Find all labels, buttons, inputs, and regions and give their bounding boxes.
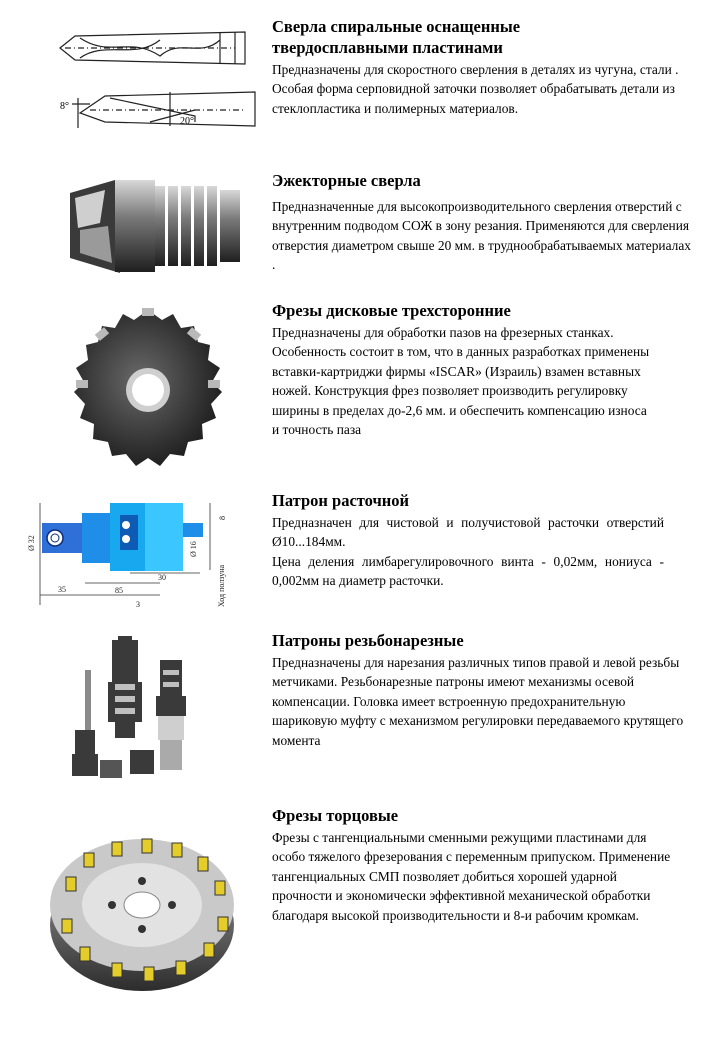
section-text — [272, 490, 664, 591]
section-text — [272, 805, 672, 925]
drawing-label-3: 3 — [136, 600, 140, 609]
section-face-mills — [0, 795, 720, 1020]
drawing-label-20deg: 20° — [180, 116, 194, 127]
section-ejector-drills — [0, 150, 720, 290]
drawing-label-d32: Ø 32 — [27, 535, 36, 551]
drawing-label-35: 35 — [58, 585, 66, 594]
drawing-label-30: 30 — [158, 573, 166, 582]
section-title — [272, 16, 692, 58]
description-line: Цена деления лимбарегулировочного винта - 0,02мм, нониуса - 0,002мм на диаметр расточки. — [272, 553, 664, 589]
section-description — [272, 513, 664, 591]
ejector-drill-image — [20, 168, 265, 283]
section-description: Предназначенные для высокопроизводительного сверления отверстий с внутренним подводом СОЖ в зону резания. Применяются для сверления отверстия диаметром свыше 20 мм. в труднообрабатываемых материалах . — [272, 199, 691, 273]
section-description: Фрезы с тангенциальными сменными режущими пластинами для особо тяжелого фрезерования с переменным припуском. Применение тангенциальных СМП позволяет добиться хорошей ударной прочности и экономически эффективной механической обработки благодаря высокой производительности и 8-и рабочим кромкам. — [272, 830, 671, 923]
title-line: Сверла спиральные оснащенные — [272, 17, 521, 36]
boring-chuck-drawing — [20, 495, 265, 610]
drawing-label-8deg: 8° — [60, 101, 69, 112]
drawing-label-85: 85 — [115, 586, 123, 595]
spiral-drill-drawing — [20, 18, 265, 143]
section-text — [272, 16, 692, 118]
disc-mill-image — [20, 300, 265, 470]
section-spiral-drills — [0, 0, 720, 150]
section-description: Предназначены для обработки пазов на фрезерных станках. Особенность состоит в том, что в данных разработках применены вставки-картриджи фирмы «ISCAR» (Израиль) взамен вставных ножей. Конструкция фрез позволяет производить регулировку ширины в пределах до-2,6 мм. и обеспечить компенсацию износа и точность паза — [272, 325, 650, 438]
section-tapping-chucks — [0, 620, 720, 795]
section-text — [272, 300, 652, 439]
section-title: Патрон расточной — [272, 491, 410, 510]
drawing-label-8: 8 — [218, 516, 227, 520]
section-disc-mills — [0, 290, 720, 480]
section-title: Фрезы дисковые трехсторонние — [272, 301, 511, 320]
drawing-label-stroke: Ход ползуна — [217, 564, 226, 607]
tapping-chucks-image — [20, 630, 265, 790]
section-description: Предназначены для скоростного сверления в деталях из чугуна, стали . Особая форма серповидной заточки позволяет обрабатывать детали из стеклопластика и полимерных материалов. — [272, 62, 679, 116]
section-description: Предназначены для нарезания различных типов правой и левой резьбы метчиками. Резьбонарезные патроны имеют механизмы осевой компенсации. Головка имеет встроенную предохранительную шариковую муфту с механизмом регулировки передаваемого крутящего момента — [272, 655, 684, 748]
section-title: Фрезы торцовые — [272, 806, 399, 825]
section-text — [272, 630, 692, 750]
section-text — [272, 170, 692, 275]
section-title: Эжекторные сверла — [272, 171, 421, 190]
section-title: Патроны резьбонарезные — [272, 631, 464, 650]
drawing-label-d16: Ø 16 — [189, 541, 198, 557]
section-boring-chuck — [0, 480, 720, 620]
description-line: Предназначен для чистовой и получистовой расточки отверстий Ø10...184мм. — [272, 515, 664, 550]
title-line: твердосплавными пластинами — [272, 38, 503, 57]
face-mill-image — [20, 815, 265, 1000]
